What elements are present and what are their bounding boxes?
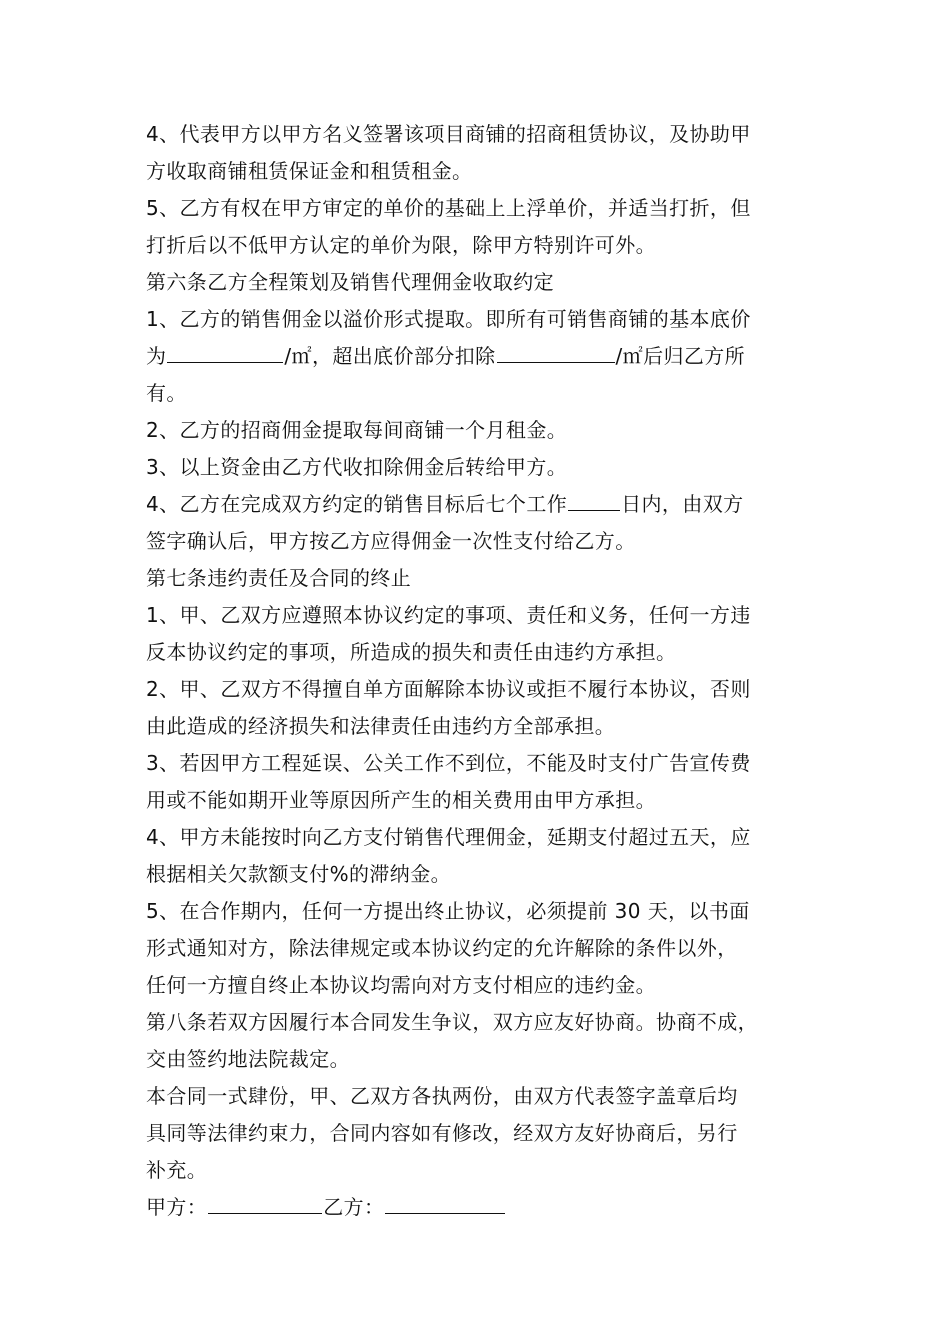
paragraph-line: 有。 [146,381,187,405]
text-segment: /㎡，超出底价部分扣除 [284,344,496,368]
paragraph-line: 4、代表甲方以甲方名义签署该项目商铺的招商租赁协议，及协助甲 [146,122,751,146]
paragraph-line: 5、乙方有权在甲方审定的单价的基础上上浮单价，并适当打折，但 [146,196,751,220]
blank-field-base-price [167,338,283,363]
paragraph-line: 由此造成的经济损失和法律责任由违约方全部承担。 [146,714,616,738]
paragraph-line: 形式通知对方，除法律规定或本协议约定的允许解除的条件以外， [146,936,738,960]
article-six-title: 第六条乙方全程策划及销售代理佣金收取约定 [146,270,554,294]
paragraph-line: 任何一方擅自终止本协议均需向对方支付相应的违约金。 [146,973,656,997]
paragraph-line: 用或不能如期开业等原因所产生的相关费用由甲方承担。 [146,788,656,812]
party-a-label: 甲方： [146,1195,208,1219]
paragraph-line: 打折后以不低甲方认定的单价为限，除甲方特别许可外。 [146,233,656,257]
paragraph-line: 1、甲、乙双方应遵照本协议约定的事项、责任和义务，任何一方违 [146,603,751,627]
blank-field-deduction [497,338,615,363]
article-seven-title: 第七条违约责任及合同的终止 [146,566,412,590]
blank-field-workdays [568,486,620,511]
paragraph-line: 3、若因甲方工程延误、公关工作不到位，不能及时支付广告宣传费 [146,751,751,775]
text-segment: 为 [146,344,167,368]
party-b-signature-blank [385,1189,505,1214]
closing-line: 本合同一式肆份，甲、乙双方各执两份，由双方代表签字盖章后均 [146,1084,738,1108]
paragraph-line: 方收取商铺租赁保证金和租赁租金。 [146,159,473,183]
paragraph-line: 5、在合作期内，任何一方提出终止协议，必须提前 30 天，以书面 [146,899,750,923]
paragraph-line: 3、以上资金由乙方代收扣除佣金后转给甲方。 [146,455,568,479]
text-segment: /㎡后归乙方所 [615,344,746,368]
paragraph-line: 4、甲方未能按时向乙方支付销售代理佣金，延期支付超过五天，应 [146,825,751,849]
closing-line: 补充。 [146,1158,208,1182]
paragraph-line: 根据相关欠款额支付%的滞纳金。 [146,862,452,886]
party-a-signature-blank [208,1189,322,1214]
paragraph-line: 反本协议约定的事项，所造成的损失和责任由违约方承担。 [146,640,677,664]
paragraph-line: 签字确认后，甲方按乙方应得佣金一次性支付给乙方。 [146,529,636,553]
article-eight-line: 第八条若双方因履行本合同发生争议，双方应友好协商。协商不成， [146,1010,758,1034]
paragraph-line: 2、甲、乙双方不得擅自单方面解除本协议或拒不履行本协议，否则 [146,677,751,701]
party-b-label: 乙方： [323,1195,385,1219]
article-eight-line: 交由签约地法院裁定。 [146,1047,350,1071]
text-segment: 4、乙方在完成双方约定的销售目标后七个工作 [146,492,568,516]
document-body [146,116,820,1226]
paragraph-line [146,338,820,375]
paragraph-line [146,486,820,523]
text-segment: 日内，由双方 [621,492,744,516]
signature-line [146,1189,820,1226]
paragraph-line: 2、乙方的招商佣金提取每间商铺一个月租金。 [146,418,568,442]
closing-line: 具同等法律约束力，合同内容如有修改，经双方友好协商后，另行 [146,1121,738,1145]
paragraph-line: 1、乙方的销售佣金以溢价形式提取。即所有可销售商铺的基本底价 [146,307,751,331]
